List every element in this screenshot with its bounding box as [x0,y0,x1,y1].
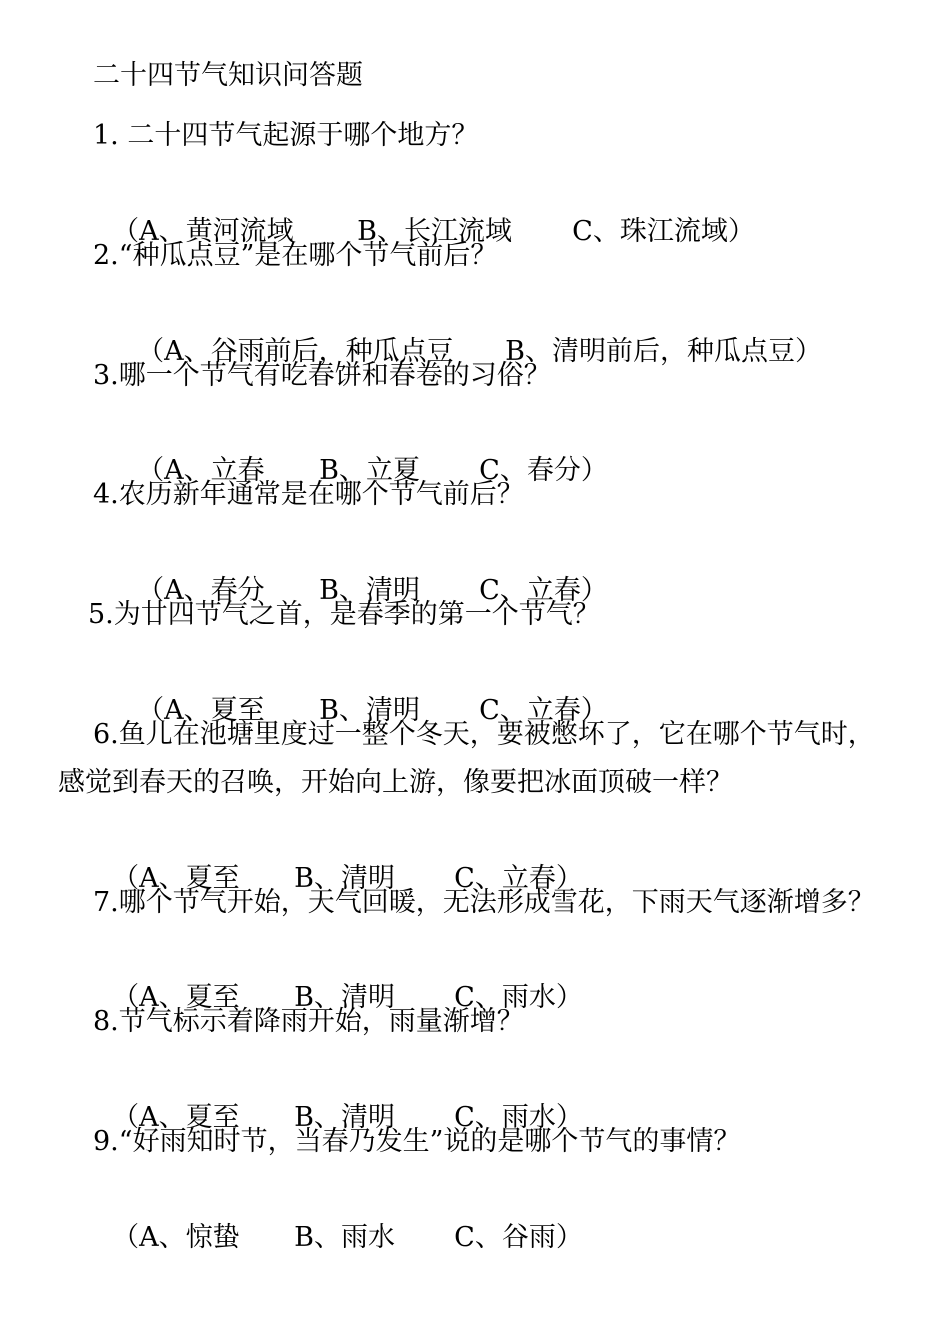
question-7: 7.哪个节气开始，天气回暖，无法形成雪花，下雨天气逐渐增多？ [93,887,875,918]
option-a: （A、夏至 [112,982,240,1013]
question-6-line-2: 感觉到春天的召唤，开始向上游，像要把冰面顶破一样？ [58,767,733,798]
option-b: B、清明 [294,863,396,894]
option-c: C、谷雨） [454,1222,583,1253]
option-b: B、雨水 [294,1222,396,1253]
option-c: C、雨水） [454,982,583,1013]
question-9-options [95,1184,583,1256]
question-4: 4.农历新年通常是在哪个节气前后？ [93,479,524,510]
option-b: B、清明前后，种瓜点豆） [505,336,823,367]
option-a: （A、谷雨前后，种瓜点豆 [137,336,454,367]
option-a: （A、黄河流域 [112,216,294,247]
question-8: 8.节气标示着降雨开始，雨量渐增？ [93,1006,524,1037]
option-c: C、立春） [454,863,583,894]
question-9: 9.“好雨知时节，当春乃发生”说的是哪个节气的事情？ [93,1126,741,1157]
option-a: （A、夏至 [112,863,240,894]
option-a: （A、春分 [137,575,265,606]
question-1: 1. 二十四节气起源于哪个地方？ [93,120,479,151]
question-5: 5.为廿四节气之首，是春季的第一个节气？ [88,599,600,630]
option-c: C、珠江流域） [572,216,755,247]
option-a: （A、惊蛰 [112,1222,240,1253]
option-b: B、清明 [294,1102,396,1133]
option-b: B、清明 [294,982,396,1013]
option-b: B、清明 [319,695,421,726]
question-2: 2.“种瓜点豆”是在哪个节气前后？ [93,240,498,271]
question-6-line-1: 6.鱼儿在池塘里度过一整个冬天，要被憋坏了，它在哪个节气时， [93,719,875,750]
option-c: C、雨水） [454,1102,583,1133]
option-a: （A、夏至 [137,695,265,726]
option-b: B、长江流域 [357,216,513,247]
option-b: B、立夏 [319,455,421,486]
option-c: C、立春） [479,695,608,726]
question-3: 3.哪一个节气有吃春饼和春卷的习俗？ [93,360,551,391]
option-a: （A、立春 [137,455,265,486]
document-title: 二十四节气知识问答题 [93,60,363,91]
option-a: （A、夏至 [112,1102,240,1133]
option-c: C、春分） [479,455,608,486]
option-b: B、清明 [319,575,421,606]
option-c: C、立春） [479,575,608,606]
